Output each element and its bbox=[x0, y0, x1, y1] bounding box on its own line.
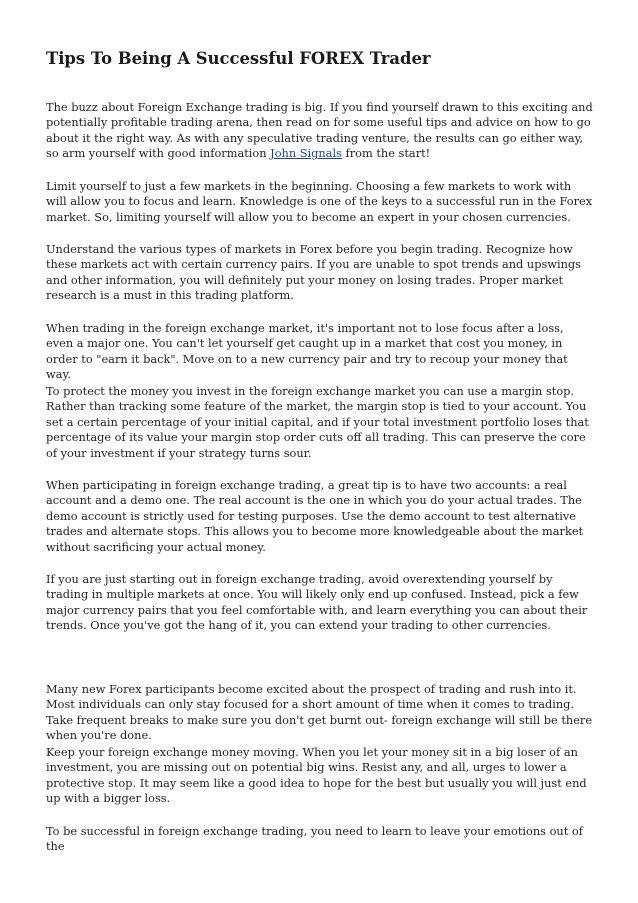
paragraph-limit-markets: Limit yourself to just a few markets in the beginning. Choosing a few markets to work with will allow you to focus and learn. Knowledge is one of the keys to a successful run in the Forex market. So, limiting yourself will allow you to become an expert in your chosen currencies. bbox=[46, 179, 593, 224]
paragraph-two-accounts: When participating in foreign exchange trading, a great tip is to have two accounts: a real account and a demo one. The real account is the one in which you do your actual trades. The demo account is strictly used for testing purposes. Use the demo account to test alternative trades and alternate stops. This allows you to become more knowledgeable about the market without sacrificing your actual money. bbox=[46, 478, 584, 554]
paragraph-keep-money-moving: Keep your foreign exchange money moving. When you let your money sit in a big loser of an investment, you are missing out on potential big wins. Resist any, and all, urges to lower a protective stop. It may seem like a good idea to hope for the best but usually you will just end up with a bigger loss. bbox=[46, 745, 587, 806]
paragraph-avoid-overextending: If you are just starting out in foreign exchange trading, avoid overextending yourself by trading in multiple markets at once. You will likely only end up confused. Instead, pick a few major currency pairs that you feel comfortable with, and learn everything you can about their trends. Once you've got the hang of it, you can extend your trading to other currencies. bbox=[46, 572, 588, 633]
paragraph-leave-emotions: To be successful in foreign exchange trading, you need to learn to leave your emotions out of the bbox=[46, 824, 583, 854]
paragraph-focus-after-loss: When trading in the foreign exchange market, it's important not to lose focus after a loss, even a major one. You can't let yourself get caught up in a market that cost you money, in order to "earn it back". Move on to a new currency pair and try to recoup your money that way. bbox=[46, 321, 568, 382]
paragraph-intro-text-before: The buzz about Foreign Exchange trading is big. If you find yourself drawn to this exciting and potentially profitable trading arena, then read on for some useful tips and advice on how to go about it the right way. As with any speculative trading venture, the results can go either way, so arm yourself with good information bbox=[46, 100, 593, 161]
paragraph-take-breaks: Many new Forex participants become excited about the prospect of trading and rush into it. Most individuals can only stay focused for a short amount of time when it comes to trading. Take frequent breaks to make sure you don't get burnt out- foreign exchange will still be there when you're done. bbox=[46, 682, 593, 743]
paragraph-margin-stop: To protect the money you invest in the foreign exchange market you can use a margin stop. Rather than tracking some feature of the market, the margin stop is tied to your account. You set a certain percentage of your initial capital, and if your total investment portfolio loses that percentage of its value your margin stop order cuts off all trading. This can preserve the core of your investment if your strategy turns sour. bbox=[46, 384, 589, 460]
paragraph-intro bbox=[46, 100, 594, 162]
document-title: Tips To Being A Successful FOREX Trader bbox=[46, 49, 431, 68]
paragraph-market-types: Understand the various types of markets in Forex before you begin trading. Recognize how these markets act with certain currency pairs. If you are unable to spot trends and upswings and other information, you will definitely put your money on losing trades. Proper market research is a must in this trading platform. bbox=[46, 242, 582, 303]
john-signals-link[interactable]: John Signals bbox=[270, 146, 342, 161]
paragraph-intro-text-after: from the start! bbox=[341, 146, 431, 161]
